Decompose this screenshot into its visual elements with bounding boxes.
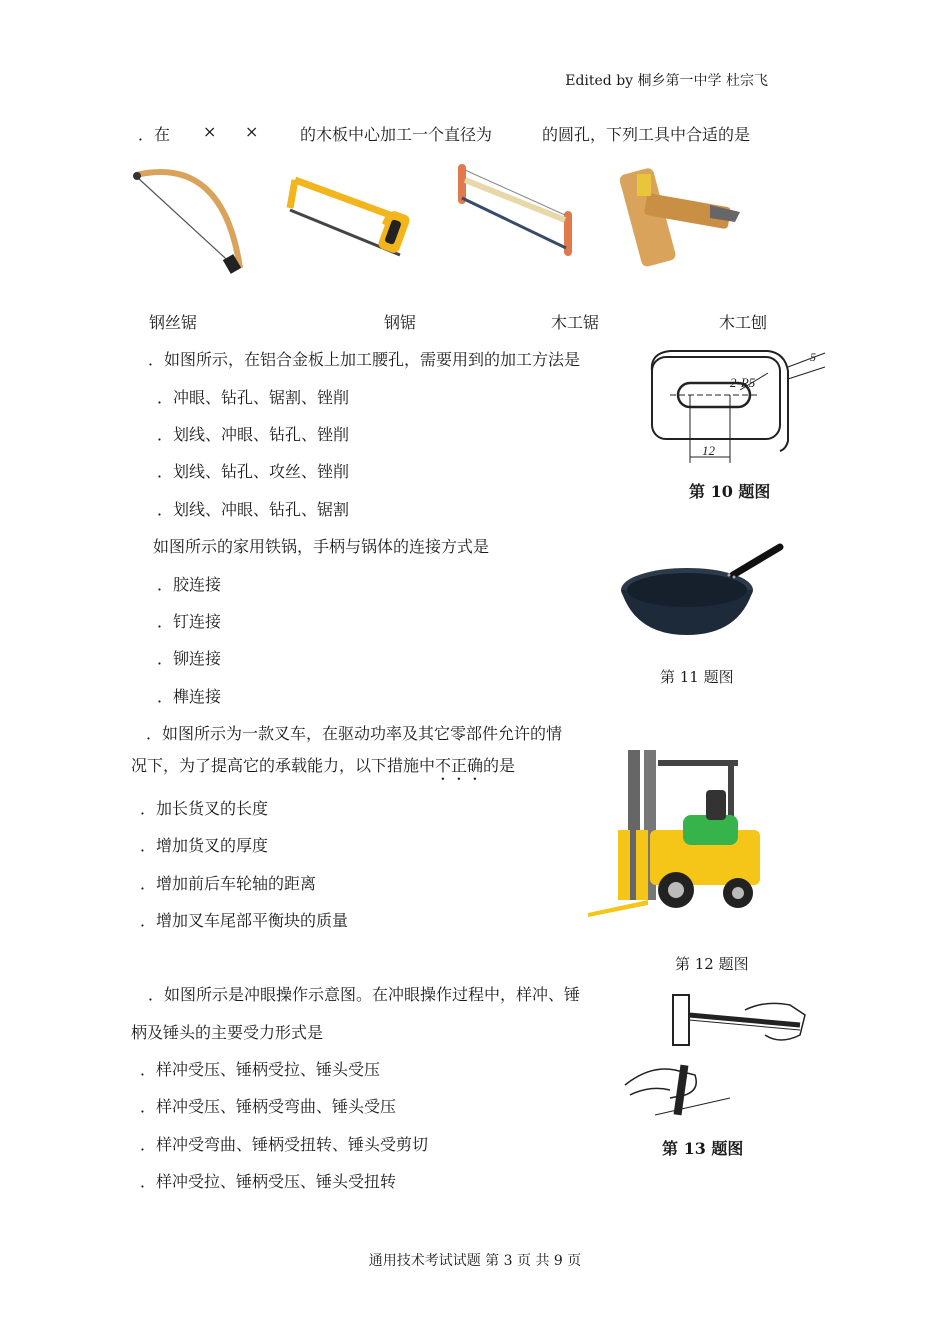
q10-dim-thickness: 5 xyxy=(810,350,816,364)
hacksaw-image xyxy=(285,170,420,270)
q13-caption: 第 13 题图 xyxy=(662,1139,744,1158)
q13-option-b: ．样冲受压、锤柄受弯曲、锤头受压 xyxy=(140,1097,397,1116)
q10-stem: ．如图所示，在铝合金板上加工腰孔，需要用到的加工方法是 xyxy=(148,350,581,369)
q11-option-d: ．榫连接 xyxy=(157,687,222,706)
q13-option-c: ．样冲受弯曲、锤柄受扭转、锤头受剪切 xyxy=(140,1135,429,1154)
q12-stem-pre: 况下，为了提高它的承载能力，以下措施中 xyxy=(131,756,436,775)
q12-stem-emphasis: 不正确 xyxy=(435,756,484,775)
q9-stem-part-5: 的圆孔，下列工具中合适的是 xyxy=(542,125,751,144)
tool-label-wood-plane: 木工刨 xyxy=(719,313,768,332)
frame-saw-image xyxy=(450,160,580,260)
punching-diagram xyxy=(615,990,810,1130)
q10-dim-radius: 2-R5 xyxy=(730,375,756,390)
q13-stem-line-2: 柄及锤头的主要受力形式是 xyxy=(131,1023,324,1042)
q11-option-b: ．钉连接 xyxy=(157,612,222,631)
q12-stem-post: 的是 xyxy=(483,756,516,775)
q13-option-a: ．样冲受压、锤柄受拉、锤头受压 xyxy=(140,1060,381,1079)
q11-stem: 如图所示的家用铁锅，手柄与锅体的连接方式是 xyxy=(153,537,490,556)
page-footer: 通用技术考试试题 第 3 页 共 9 页 xyxy=(368,1253,582,1269)
page-header: Edited by 桐乡第一中学 杜宗飞 xyxy=(565,73,768,89)
q9-stem-part-3: × xyxy=(245,122,259,141)
q9-stem-part-1: ．在 xyxy=(138,125,171,144)
q12-option-d: ．增加叉车尾部平衡块的质量 xyxy=(140,911,349,930)
q11-option-a: ．胶连接 xyxy=(157,575,222,594)
q10-plate-drawing xyxy=(640,345,830,470)
q10-option-a: ．冲眼、钻孔、锯割、锉削 xyxy=(157,388,350,407)
q11-caption: 第 11 题图 xyxy=(660,668,734,686)
q12-caption: 第 12 题图 xyxy=(675,955,749,973)
tool-label-frame-saw: 木工锯 xyxy=(551,313,600,332)
q12-option-b: ．增加货叉的厚度 xyxy=(140,836,269,855)
q9-stem-part-4: 的木板中心加工一个直径为 xyxy=(300,125,493,144)
q12-stem-line-2 xyxy=(131,753,515,784)
forklift-image xyxy=(588,745,770,920)
q10-option-d: ．划线、冲眼、钻孔、锯割 xyxy=(157,500,350,519)
q12-option-c: ．增加前后车轮轴的距离 xyxy=(140,874,317,893)
q12-stem-line-1: ．如图所示为一款叉车，在驱动功率及其它零部件允许的情 xyxy=(146,724,563,743)
tool-label-coping-saw: 钢丝锯 xyxy=(149,313,198,332)
tool-label-hacksaw: 钢锯 xyxy=(384,313,417,332)
q9-stem-part-2: × xyxy=(203,122,217,141)
q10-dim-width: 12 xyxy=(702,443,715,458)
q10-option-b: ．划线、冲眼、钻孔、锉削 xyxy=(157,425,350,444)
wood-plane-image xyxy=(615,160,745,275)
q10-option-c: ．划线、钻孔、攻丝、锉削 xyxy=(157,462,350,481)
q10-caption: 第 10 题图 xyxy=(689,482,771,501)
wok-image xyxy=(615,535,795,645)
q11-option-c: ．铆连接 xyxy=(157,649,222,668)
q12-option-a: ．加长货叉的长度 xyxy=(140,799,269,818)
coping-saw-image xyxy=(128,160,253,280)
q13-stem-line-1: ．如图所示是冲眼操作示意图。在冲眼操作过程中，样冲、锤 xyxy=(148,985,581,1004)
q13-option-d: ．样冲受拉、锤柄受压、锤头受扭转 xyxy=(140,1172,397,1191)
